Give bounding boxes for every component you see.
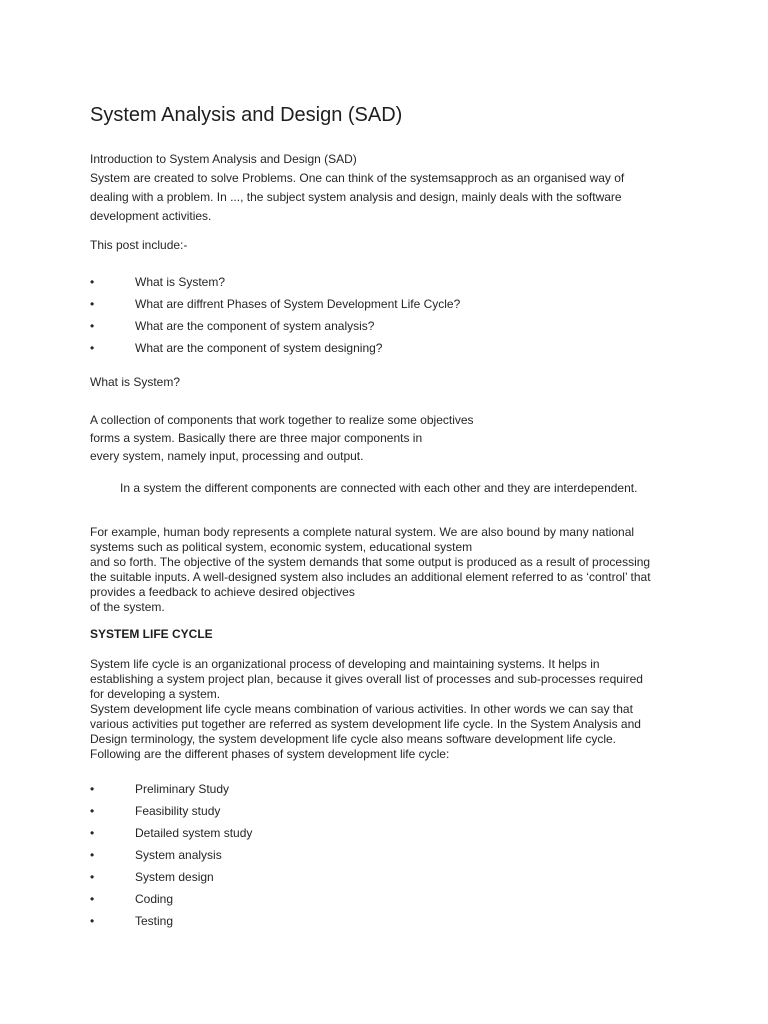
list-item-label: What is System? bbox=[135, 275, 226, 289]
collection-line: forms a system. Basically there are three major components in bbox=[90, 431, 423, 445]
list-item-label: System design bbox=[135, 870, 214, 884]
list-item bbox=[90, 912, 252, 934]
bullet-icon: • bbox=[90, 782, 95, 796]
list-item bbox=[90, 780, 252, 802]
list-item-label: System analysis bbox=[135, 848, 222, 862]
list-item bbox=[90, 317, 460, 339]
bullet-icon: • bbox=[90, 297, 95, 311]
life-cycle-line: System life cycle is an organizational process of developing and maintaining systems. It helps in bbox=[90, 657, 600, 671]
list-item bbox=[90, 295, 460, 317]
bullet-icon: • bbox=[90, 870, 95, 884]
collection-line: every system, namely input, processing and output. bbox=[90, 449, 364, 463]
intro-line: Introduction to System Analysis and Design (SAD) bbox=[90, 152, 357, 166]
list-item-label: Preliminary Study bbox=[135, 782, 230, 796]
what-is-system-heading: What is System? bbox=[90, 375, 181, 389]
example-line: and so forth. The objective of the system demands that some output is produced as a result of processing bbox=[90, 555, 651, 569]
life-cycle-line: Design terminology, the system development life cycle also means software development life cycle. bbox=[90, 732, 617, 746]
phases-list bbox=[90, 780, 252, 934]
list-item bbox=[90, 273, 460, 295]
bullet-icon: • bbox=[90, 892, 95, 906]
intro-line: dealing with a problem. In ..., the subject system analysis and design, mainly deals with the software bbox=[90, 190, 622, 204]
list-item bbox=[90, 868, 252, 890]
list-item-label: Testing bbox=[135, 914, 174, 928]
bullet-icon: • bbox=[90, 275, 95, 289]
bullet-icon: • bbox=[90, 826, 95, 840]
intro-paragraph bbox=[90, 150, 624, 226]
example-line: of the system. bbox=[90, 600, 165, 614]
list-item-label: Feasibility study bbox=[135, 804, 221, 818]
list-item bbox=[90, 890, 252, 912]
example-line: For example, human body represents a complete natural system. We are also bound by many national bbox=[90, 525, 635, 539]
life-cycle-line: for developing a system. bbox=[90, 687, 221, 701]
list-item-label: What are diffrent Phases of System Development Life Cycle? bbox=[135, 297, 461, 311]
document-title: System Analysis and Design (SAD) bbox=[90, 104, 403, 126]
list-item-label: What are the component of system designing? bbox=[135, 341, 383, 355]
life-cycle-line: System development life cycle means combination of various activities. In other words we can say that bbox=[90, 702, 633, 716]
example-line: the suitable inputs. A well-designed system also includes an additional element referred to as ‘control’ that bbox=[90, 570, 651, 584]
bullet-icon: • bbox=[90, 848, 95, 862]
life-cycle-line: Following are the different phases of system development life cycle: bbox=[90, 747, 450, 761]
example-line: systems such as political system, economic system, educational system bbox=[90, 540, 473, 554]
list-item bbox=[90, 824, 252, 846]
list-item bbox=[90, 846, 252, 868]
bullet-icon: • bbox=[90, 341, 95, 355]
example-line: provides a feedback to achieve desired objectives bbox=[90, 585, 355, 599]
post-include-text: This post include:- bbox=[90, 238, 188, 252]
list-item bbox=[90, 802, 252, 824]
list-item-label: What are the component of system analysis? bbox=[135, 319, 375, 333]
bullet-icon: • bbox=[90, 914, 95, 928]
life-cycle-line: various activities put together are referred as system development life cycle. In the System Analysis and bbox=[90, 717, 641, 731]
toc-list bbox=[90, 273, 460, 361]
list-item-label: Coding bbox=[135, 892, 174, 906]
interdependent-text: In a system the different components are connected with each other and they are interdependent. bbox=[120, 481, 638, 495]
bullet-icon: • bbox=[90, 804, 95, 818]
list-item bbox=[90, 339, 460, 361]
example-paragraph bbox=[90, 525, 651, 615]
collection-line: A collection of components that work together to realize some objectives bbox=[90, 413, 474, 427]
bullet-icon: • bbox=[90, 319, 95, 333]
life-cycle-heading: SYSTEM LIFE CYCLE bbox=[90, 627, 213, 641]
intro-line: System are created to solve Problems. One can think of the systemsapproch as an organised way of bbox=[90, 171, 625, 185]
life-cycle-paragraph bbox=[90, 657, 643, 762]
intro-line: development activities. bbox=[90, 209, 212, 223]
list-item-label: Detailed system study bbox=[135, 826, 253, 840]
life-cycle-line: establishing a system project plan, because it gives overall list of processes and sub-processes required bbox=[90, 672, 643, 686]
collection-paragraph bbox=[90, 411, 474, 465]
